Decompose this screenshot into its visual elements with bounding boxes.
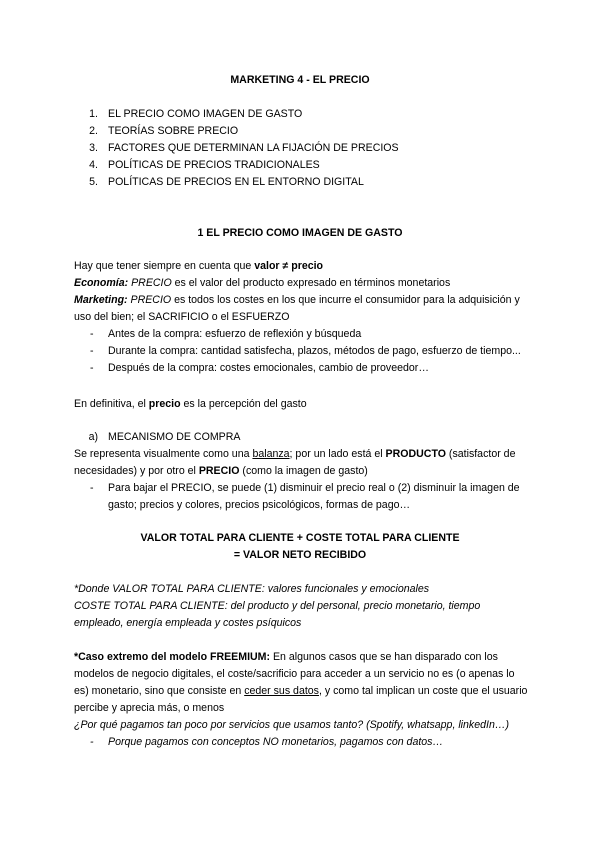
formula-line-2: = VALOR NETO RECIBIDO — [233, 549, 367, 561]
toc-item: 4. POLÍTICAS DE PRECIOS TRADICIONALES — [89, 159, 320, 171]
section-heading: 1 EL PRECIO COMO IMAGEN DE GASTO — [197, 227, 403, 239]
freemium-paragraph: *Caso extremo del modelo FREEMIUM: En algunos casos que se han disparado con los modelos de negocio digitales, el coste/sacrificio para acceder a un servicio no es (o apenas lo es) monetario, sino que consiste en ceder sus datos, y como tal implican un coste que el usuario percibe y aprecia más, o menos — [74, 651, 528, 714]
table-of-contents — [74, 106, 554, 191]
toc-item: 2. TEORÍAS SOBRE PRECIO — [89, 125, 239, 137]
economia-definition: Economía: PRECIO es el valor del producto expresado en términos monetarios — [74, 277, 451, 289]
toc-item: 5. POLÍTICAS DE PRECIOS EN EL ENTORNO DIGITAL — [89, 176, 364, 188]
balanza-paragraph: Se representa visualmente como una balanza; por un lado está el PRODUCTO (satisfactor de necesidades) y por otro el PRECIO (como la imagen de gasto) — [74, 448, 516, 477]
list-item: - Porque pagamos con conceptos NO monetarios, pagamos con datos… — [90, 736, 444, 748]
formula-line-1: VALOR TOTAL PARA CLIENTE + COSTE TOTAL PARA CLIENTE — [140, 532, 460, 544]
intro-paragraph: Hay que tener siempre en cuenta que valor ≠ precio — [74, 260, 324, 272]
note-valor-total: *Donde VALOR TOTAL PARA CLIENTE: valores funcionales y emocionales — [74, 583, 430, 595]
toc-item: 1. EL PRECIO COMO IMAGEN DE GASTO — [89, 108, 303, 120]
note-coste-total: COSTE TOTAL PARA CLIENTE: del producto y del personal, precio monetario, tiempo empleado, energía empleada y costes psíquicos — [74, 600, 481, 629]
bajar-precio-list — [90, 480, 530, 514]
list-item: - Después de la compra: costes emocionales, cambio de proveedor… — [90, 362, 429, 374]
list-item: - Durante la compra: cantidad satisfecha, plazos, métodos de pago, esfuerzo de tiempo... — [90, 345, 521, 357]
subsection-heading: a) MECANISMO DE COMPRA — [88, 431, 241, 443]
stages-list — [90, 326, 530, 377]
answer-list — [90, 734, 530, 751]
list-item: - Para bajar el PRECIO, se puede (1) disminuir el precio real o (2) disminuir la imagen de gasto; precios y colores, precios psicológicos, formas de pago… — [90, 482, 520, 511]
freemium-question: ¿Por qué pagamos tan poco por servicios que usamos tanto? (Spotify, whatsapp, linkedIn…) — [74, 719, 509, 731]
page-title: MARKETING 4 - EL PRECIO — [230, 74, 370, 86]
toc-item: 3. FACTORES QUE DETERMINAN LA FIJACIÓN DE PRECIOS — [89, 142, 399, 154]
marketing-definition: Marketing: PRECIO es todos los costes en los que incurre el consumidor para la adquisición y uso del bien; el SACRIFICIO o el ESFUERZO — [74, 294, 520, 323]
list-item: - Antes de la compra: esfuerzo de reflexión y búsqueda — [90, 328, 362, 340]
conclusion-paragraph: En definitiva, el precio es la percepción del gasto — [74, 398, 307, 410]
